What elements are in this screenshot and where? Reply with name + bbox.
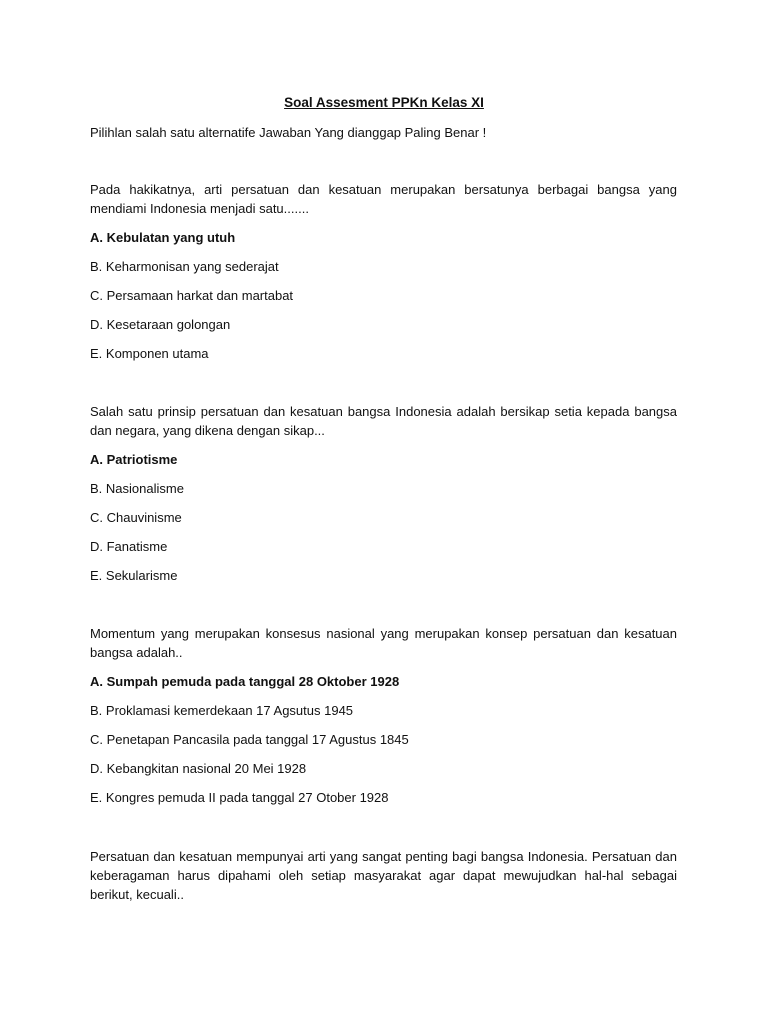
question-3-option-c: C. Penetapan Pancasila pada tanggal 17 Agustus 1845 xyxy=(90,732,409,747)
question-3-option-a: A. Sumpah pemuda pada tanggal 28 Oktober 1928 xyxy=(90,674,400,689)
question-1-option-e: E. Komponen utama xyxy=(90,346,209,361)
instruction-text: Pilihlan salah satu alternatife Jawaban Yang dianggap Paling Benar ! xyxy=(90,125,487,140)
question-2-option-c: C. Chauvinisme xyxy=(90,510,182,525)
question-1-option-a: A. Kebulatan yang utuh xyxy=(90,230,236,245)
question-3-option-b: B. Proklamasi kemerdekaan 17 Agsutus 1945 xyxy=(90,703,354,718)
question-2-option-b: B. Nasionalisme xyxy=(90,481,184,496)
document-title: Soal Assesment PPKn Kelas XI xyxy=(284,95,484,110)
question-4-text: Persatuan dan kesatuan mempunyai arti yang sangat penting bagi bangsa Indonesia. Persatuan dan keberagaman harus dipahami oleh setiap masyarakat agar dapat mewujudkan hal-hal sebagai berikut, kecuali.. xyxy=(90,849,677,902)
question-2-option-e: E. Sekularisme xyxy=(90,568,178,583)
question-3-option-d: D. Kebangkitan nasional 20 Mei 1928 xyxy=(90,761,307,776)
question-1-option-c: C. Persamaan harkat dan martabat xyxy=(90,288,294,303)
question-1-option-b: B. Keharmonisan yang sederajat xyxy=(90,259,279,274)
question-2-text: Salah satu prinsip persatuan dan kesatuan bangsa Indonesia adalah bersikap setia kepada bangsa dan negara, yang dikena dengan sikap... xyxy=(90,404,677,438)
question-1-option-d: D. Kesetaraan golongan xyxy=(90,317,231,332)
question-2-option-d: D. Fanatisme xyxy=(90,539,168,554)
question-3-text: Momentum yang merupakan konsesus nasional yang merupakan konsep persatuan dan kesatuan bangsa adalah.. xyxy=(90,626,677,660)
question-1-text: Pada hakikatnya, arti persatuan dan kesatuan merupakan bersatunya berbagai bangsa yang mendiami Indonesia menjadi satu....... xyxy=(90,182,677,216)
question-2-option-a: A. Patriotisme xyxy=(90,452,178,467)
question-3-option-e: E. Kongres pemuda II pada tanggal 27 Otober 1928 xyxy=(90,790,389,805)
